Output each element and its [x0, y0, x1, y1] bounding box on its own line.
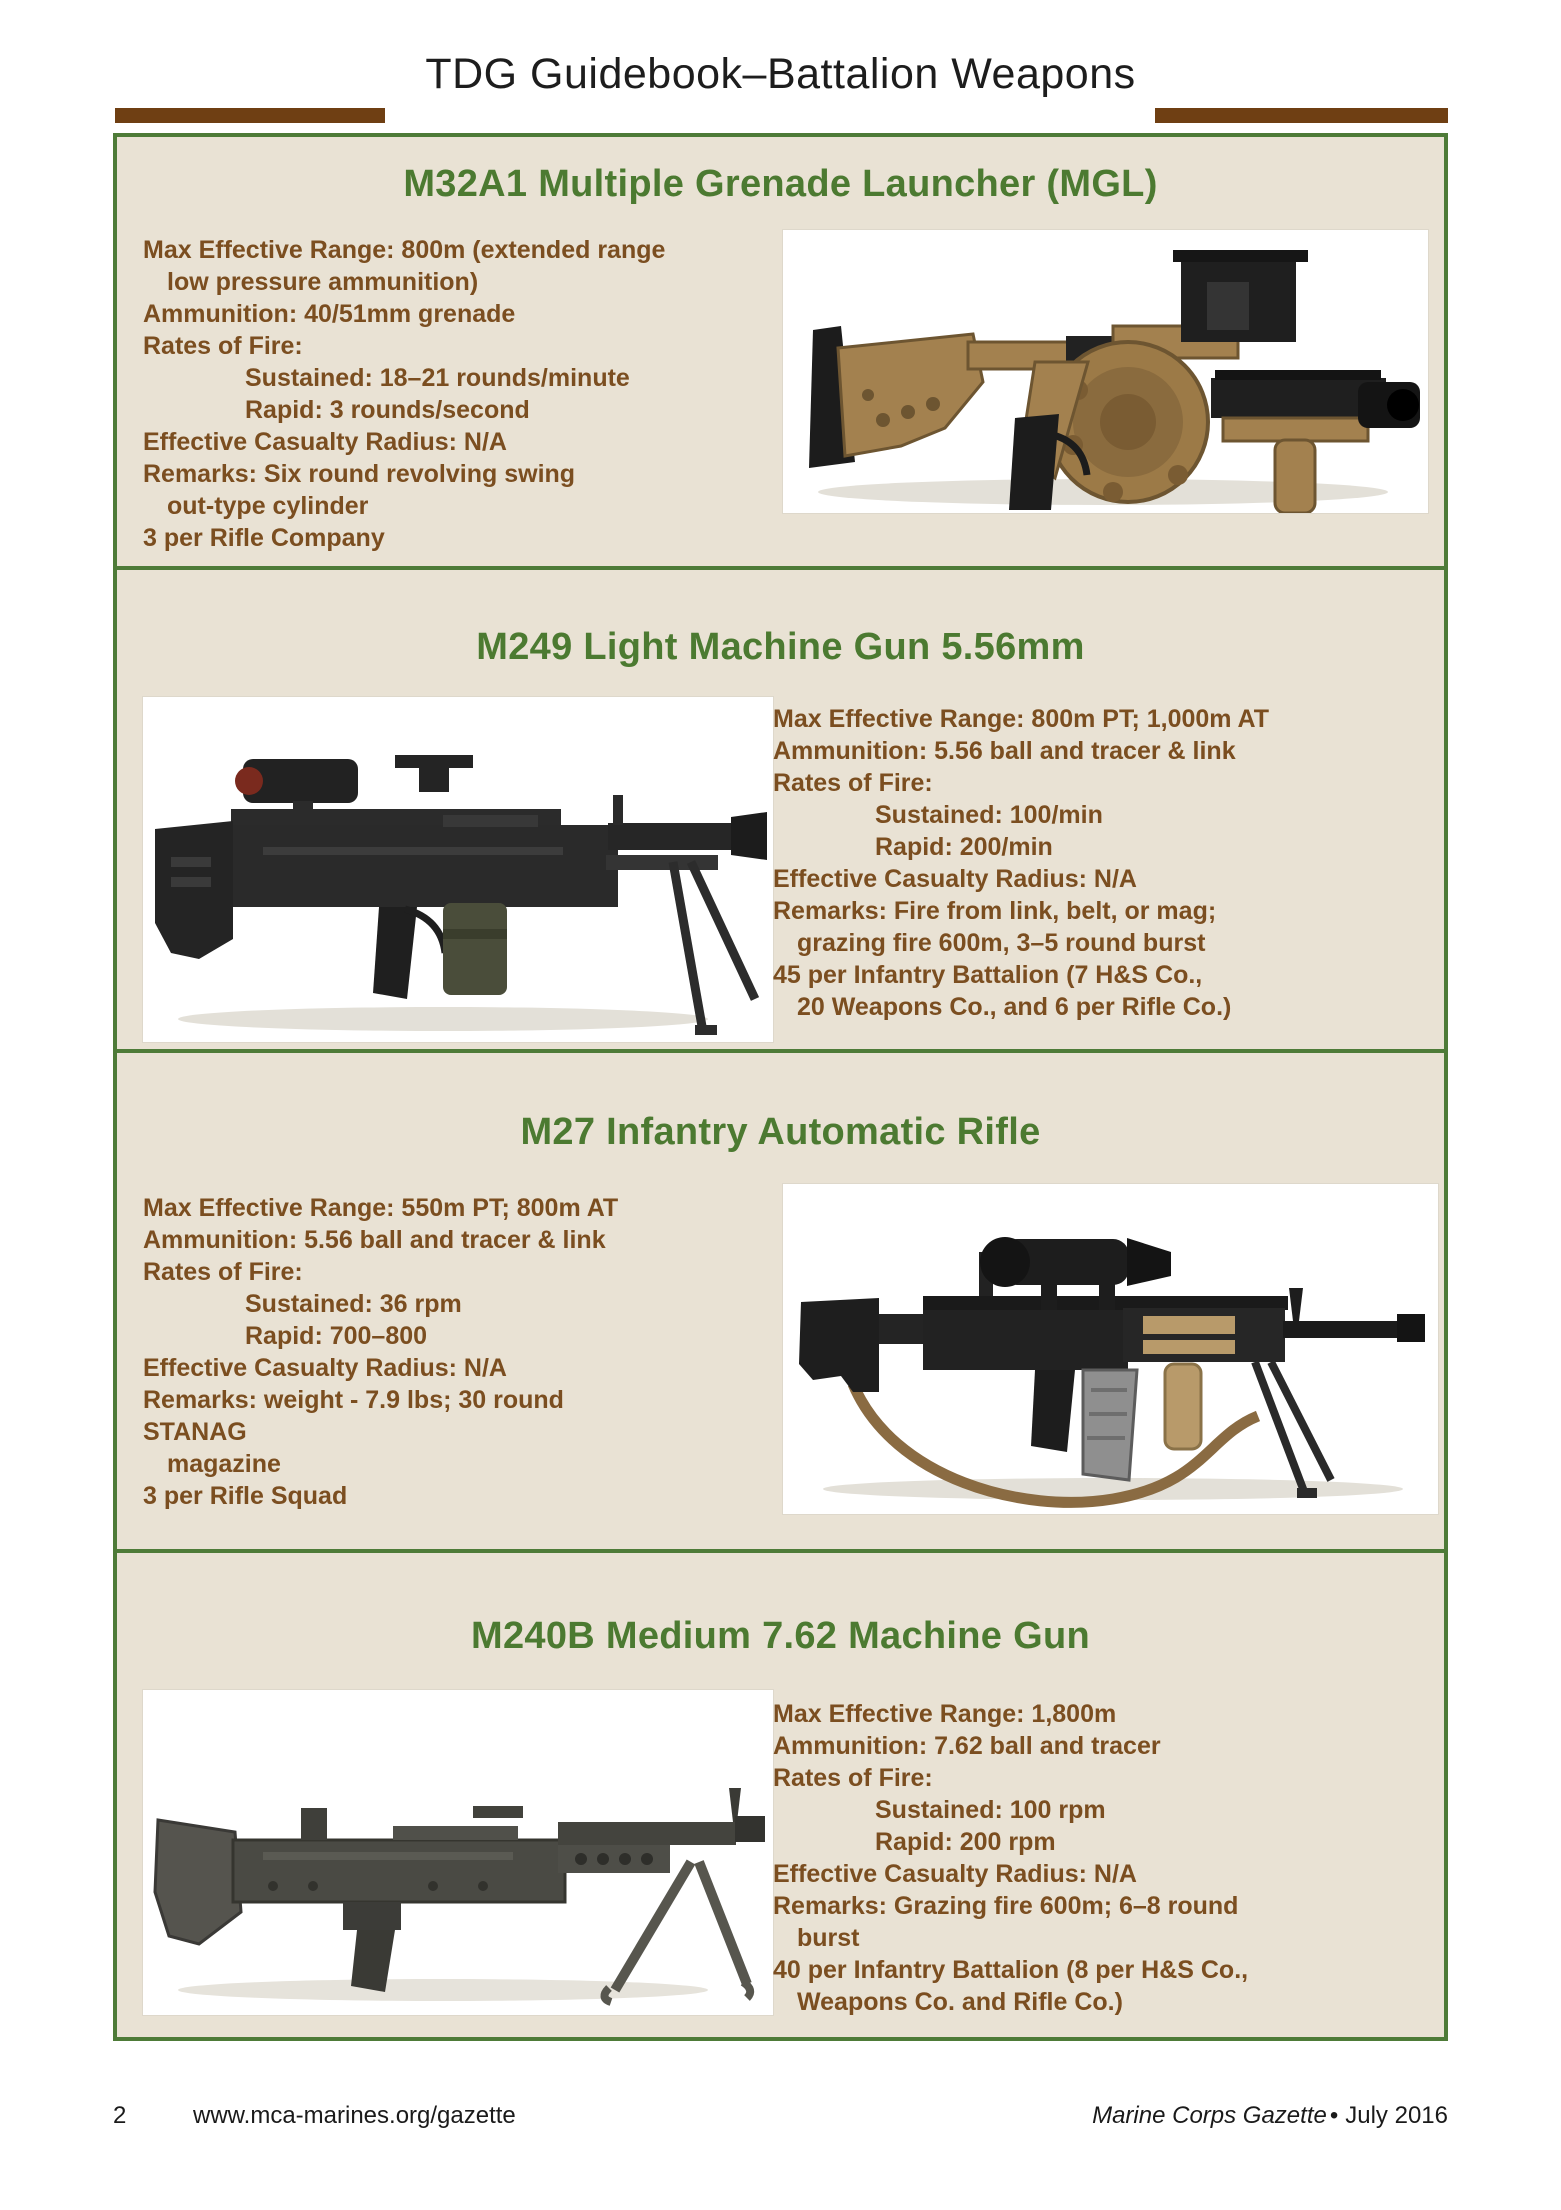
page-footer [113, 2102, 1448, 2130]
spec-line: Ammunition: 5.56 ball and tracer & link [143, 1226, 606, 1254]
spec-line: Remarks: Grazing fire 600m; 6–8 round [773, 1892, 1239, 1920]
m32a1-weapon-image [783, 230, 1428, 513]
footer-left [113, 2102, 516, 2130]
spec-line: Sustained: 36 rpm [245, 1290, 462, 1318]
spec-line: Rapid: 200/min [875, 833, 1053, 861]
spec-line: Weapons Co. and Rifle Co.) [797, 1988, 1123, 2016]
header-rule-right [1155, 108, 1448, 123]
spec-line: Max Effective Range: 800m PT; 1,000m AT [773, 705, 1270, 733]
publication-name: Marine Corps Gazette [1092, 2102, 1327, 2129]
m249-photo [143, 697, 773, 1042]
spec-line: 20 Weapons Co., and 6 per Rifle Co.) [797, 993, 1232, 1021]
footer-url: www.mca-marines.org/gazette [193, 2102, 516, 2129]
spec-line: Rates of Fire: [143, 332, 303, 360]
spec-line: Effective Casualty Radius: N/A [773, 1860, 1137, 1888]
weapon-title-m32a1: M32A1 Multiple Grenade Launcher (MGL) [403, 163, 1158, 205]
section-m27 [117, 1049, 1444, 1549]
spec-line: magazine [167, 1450, 281, 1478]
header-rule-left [115, 108, 385, 123]
page-title: TDG Guidebook–Battalion Weapons [425, 50, 1136, 98]
spec-line: Rates of Fire: [773, 1764, 933, 1792]
weapons-panel [113, 133, 1448, 2041]
m32a1-photo [783, 230, 1428, 513]
spec-line: Rates of Fire: [143, 1258, 303, 1286]
spec-line: Sustained: 100/min [875, 801, 1103, 829]
spec-list-m32a1 [143, 230, 783, 554]
footer-bullet: • [1329, 2102, 1339, 2129]
section-m32a1 [117, 137, 1444, 566]
m27-weapon-image [783, 1184, 1438, 1514]
spec-line: Effective Casualty Radius: N/A [143, 1354, 507, 1382]
footer-date: July 2016 [1345, 2102, 1448, 2129]
page-header [0, 50, 1561, 130]
spec-line: 40 per Infantry Battalion (8 per H&S Co., [773, 1956, 1249, 1984]
spec-line: Effective Casualty Radius: N/A [143, 428, 507, 456]
spec-line: Rapid: 3 rounds/second [245, 396, 530, 424]
spec-line: Ammunition: 7.62 ball and tracer [773, 1732, 1161, 1760]
section-m240b [117, 1549, 1444, 2037]
spec-line: Remarks: Fire from link, belt, or mag; [773, 897, 1217, 925]
spec-line: Max Effective Range: 550m PT; 800m AT [143, 1194, 619, 1222]
m240b-weapon-image [143, 1690, 773, 2015]
spec-line: low pressure ammunition) [167, 268, 479, 296]
spec-line: Ammunition: 5.56 ball and tracer & link [773, 737, 1236, 765]
spec-line: out-type cylinder [167, 492, 369, 520]
spec-line: Rapid: 700–800 [245, 1322, 428, 1350]
footer-right [1092, 2102, 1448, 2130]
spec-line: grazing fire 600m, 3–5 round burst [797, 929, 1206, 957]
spec-line: Rapid: 200 rpm [875, 1828, 1056, 1856]
spec-line: 3 per Rifle Squad [143, 1482, 348, 1510]
spec-line: Effective Casualty Radius: N/A [773, 865, 1137, 893]
spec-line: STANAG [143, 1418, 247, 1446]
spec-line: Max Effective Range: 800m (extended range [143, 236, 666, 264]
weapon-title-m27: M27 Infantry Automatic Rifle [520, 1111, 1041, 1153]
spec-line: Remarks: Six round revolving swing [143, 460, 576, 488]
m249-weapon-image [143, 697, 773, 1042]
spec-list-m27 [143, 1184, 783, 1512]
spec-line: Rates of Fire: [773, 769, 933, 797]
spec-line: Max Effective Range: 1,800m [773, 1700, 1117, 1728]
spec-line: Sustained: 18–21 rounds/minute [245, 364, 630, 392]
m240b-photo [143, 1690, 773, 2015]
spec-line: 3 per Rifle Company [143, 524, 385, 552]
spec-line: 45 per Infantry Battalion (7 H&S Co., [773, 961, 1203, 989]
spec-line: Remarks: weight - 7.9 lbs; 30 round [143, 1386, 564, 1414]
page-number: 2 [113, 2102, 127, 2129]
spec-line: Ammunition: 40/51mm grenade [143, 300, 516, 328]
spec-list-m249 [773, 697, 1423, 1023]
spec-list-m240b [773, 1690, 1428, 2018]
weapon-title-m240b: M240B Medium 7.62 Machine Gun [471, 1615, 1090, 1657]
spec-line: burst [797, 1924, 860, 1952]
spec-line: Sustained: 100 rpm [875, 1796, 1106, 1824]
m27-photo [783, 1184, 1438, 1514]
section-m249 [117, 566, 1444, 1049]
weapon-title-m249: M249 Light Machine Gun 5.56mm [476, 626, 1085, 668]
